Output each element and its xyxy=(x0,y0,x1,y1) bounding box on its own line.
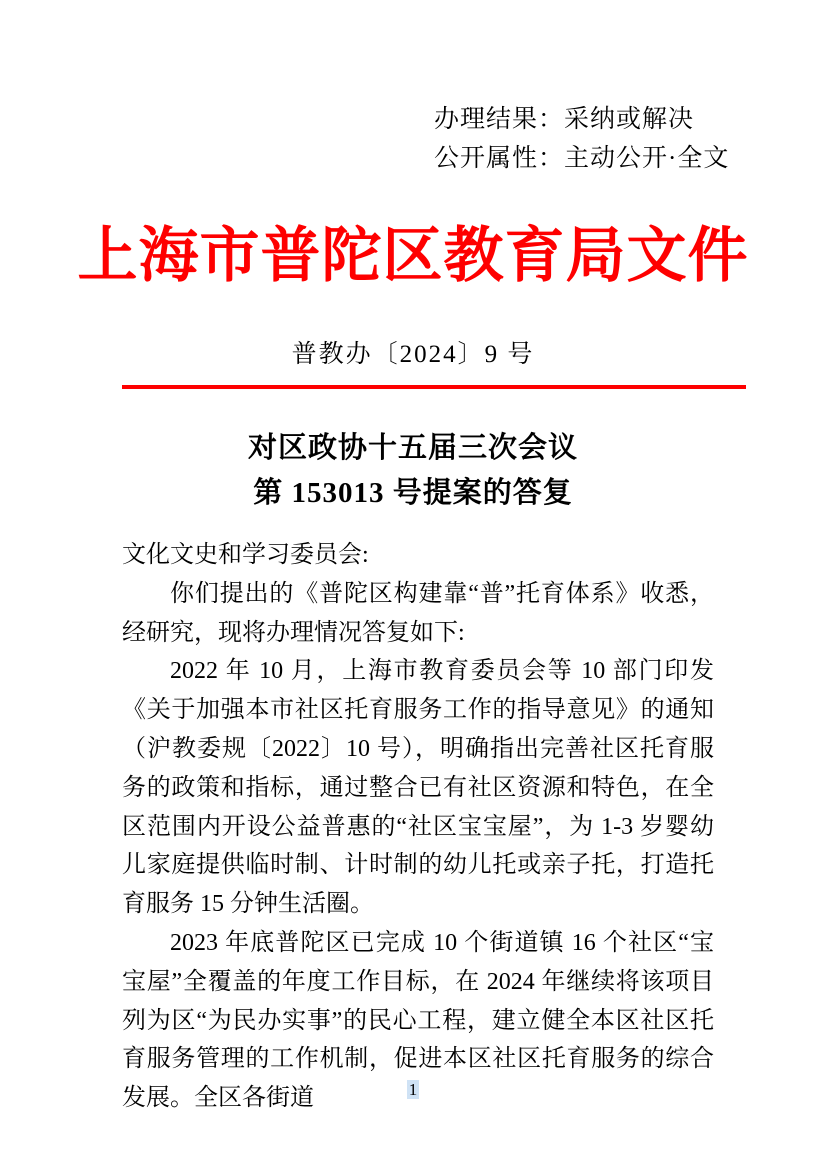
subject-line-1: 对区政协十五届三次会议 xyxy=(247,432,578,464)
salutation: 文化文史和学习委员会: xyxy=(122,542,369,568)
document-body xyxy=(122,536,714,1118)
document-number: 普教办〔2024〕9 号 xyxy=(291,341,535,368)
page-number: 1 xyxy=(408,1080,418,1099)
document-subject xyxy=(0,426,826,516)
handling-result-line: 办理结果：采纳或解决 xyxy=(434,106,695,133)
subject-line-2: 第 153013 号提案的答复 xyxy=(253,477,573,509)
letterhead-red-rule xyxy=(122,385,746,389)
page-footer xyxy=(0,1080,826,1100)
publicity-attribute-line: 公开属性：主动公开·全文 xyxy=(434,145,730,172)
body-paragraph: 2022 年 10 月，上海市教育委员会等 10 部门印发《关于加强本市社区托育服务工作的指导意见》的通知（沪教委规〔2022〕10 号），明确指出完善社区托育服务的政策和指标，通过整合已有社区资源和特色，在全区范围内开设公益普惠的“社区宝宝屋”，为 1-3 岁婴幼儿家庭提供临时制、计时制的幼儿托或亲子托，打造托育服务 15 分钟生活圈。 xyxy=(122,658,714,918)
handling-meta-block xyxy=(434,100,729,178)
body-paragraph: 2023 年底普陀区已完成 10 个街道镇 16 个社区“宝宝屋”全覆盖的年度工作目标，在 2024 年继续将该项目列为区“为民办实事”的民心工程，建立健全本区社区托育服务管理的工作机制，促进本区社区托育服务的综合发展。全区各街道 xyxy=(122,929,714,1112)
body-paragraph: 你们提出的《普陀区构建靠“普”托育体系》收悉，经研究，现将办理情况答复如下: xyxy=(122,580,714,646)
letterhead-title: 上海市普陀区教育局文件 xyxy=(77,223,749,289)
